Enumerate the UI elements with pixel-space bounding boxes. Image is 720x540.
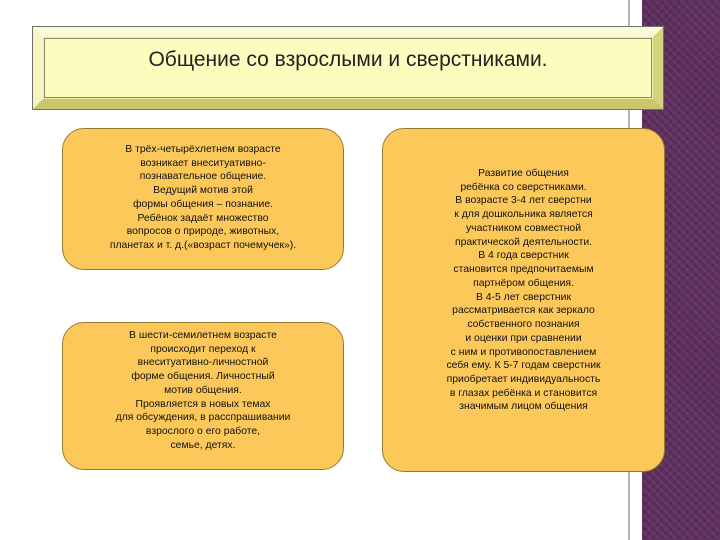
late-communication-text: В шести-семилетнем возрасте происходит переход к внеситуативно-личностной форме общения. Личностный мотив общения. Проявляется в новых темах для обсуждения, в расспрашивании взрослого о его работе, семье, детях. — [115, 330, 291, 451]
title-panel — [44, 38, 652, 98]
early-communication-text: В трёх-четырёхлетнем возрасте возникает внеситуативно- познавательное общение. Ведущий мотив этой формы общения – познание. Ребёнок задаёт множество вопросов о природе, животных, планетах и т. д.(«возраст почемучек»). — [109, 144, 297, 252]
early-communication-box — [62, 128, 344, 270]
title-bevel-frame — [32, 26, 664, 110]
peer-communication-box — [382, 128, 665, 472]
page-title: Общение со взрослыми и сверстниками. — [148, 48, 548, 71]
late-communication-box — [62, 322, 344, 470]
peer-communication-text: Развитие общения ребёнка со сверстниками. В возрасте 3-4 лет сверстни к для дошкольника является участником совместной практической деятельности. В 4 года сверстник становится предпочитаемым партнёром общения. В 4-5 лет сверстник рассматривается как зеркало собственного познания и оценки при сравнении с ним и противопоставлением себя ему. К 5-7 годам сверстник приобретает индивидуальность в глазах ребёнка и становится значимым лицом общения — [446, 168, 601, 413]
